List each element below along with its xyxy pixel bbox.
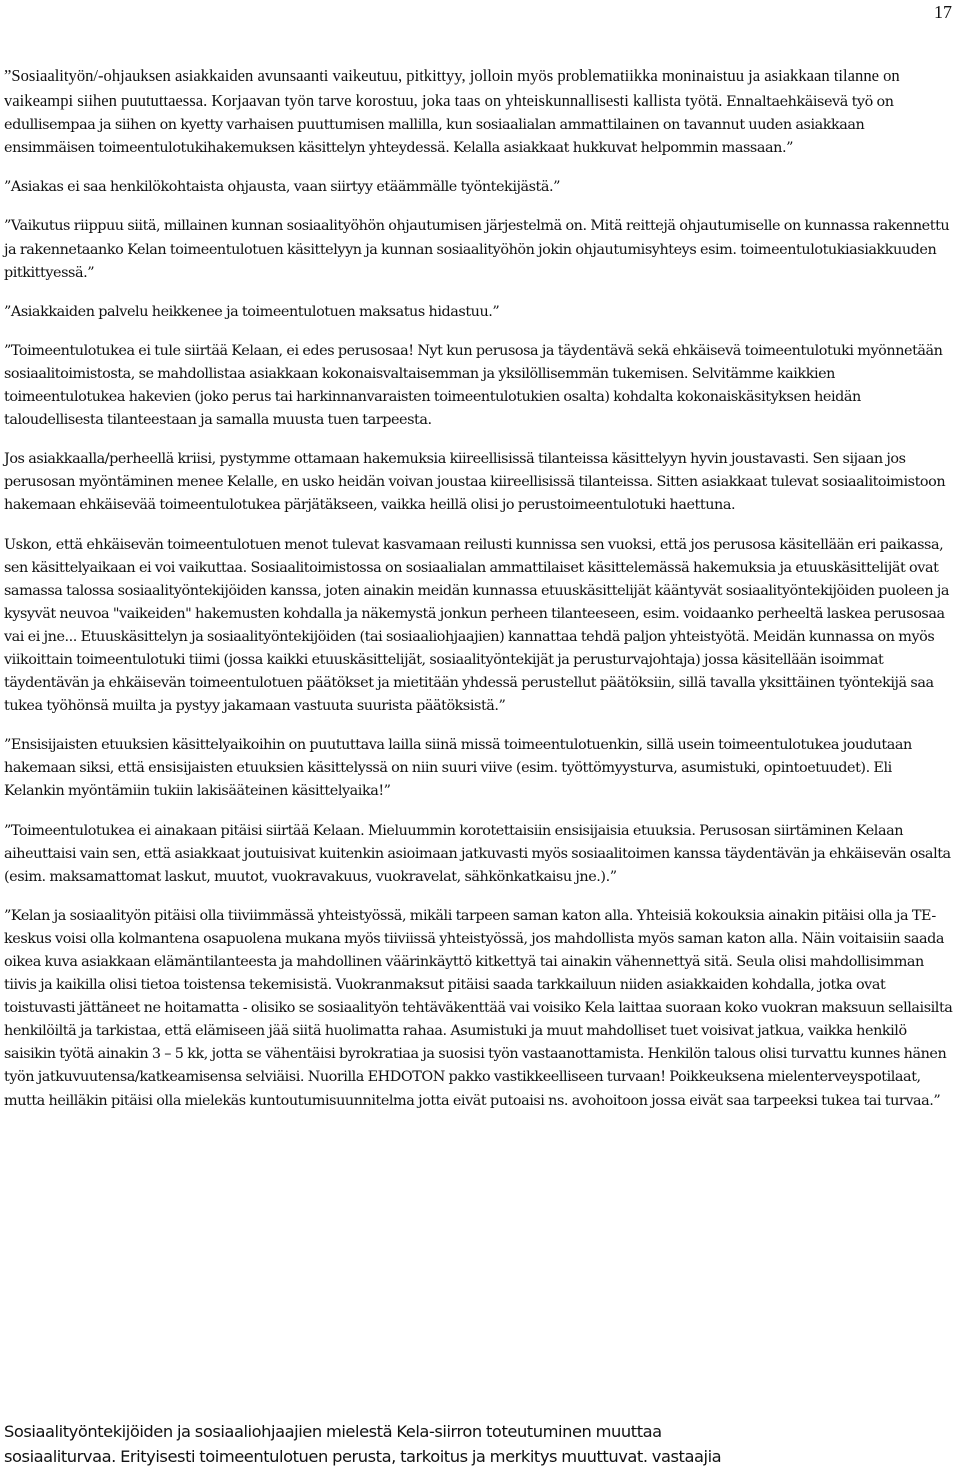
quote-paragraph-2: ”Asiakas ei saa henkilökohtaista ohjausta, vaan siirtyy etäämmälle työntekijästä.”	[4, 179, 561, 196]
summary-line-1: Sosiaalityöntekijöiden ja sosiaaliohjaajien mielestä Kela-siirron toteutuminen muuttaa	[4, 1422, 662, 1441]
document-body	[4, 64, 954, 1129]
quote-paragraph-6: Jos asiakkaalla/perheellä kriisi, pystymme ottamaan hakemuksia kiireellisissä tilanteissa käsittelyyn hyvin joustavasti. Sen sijaan jos perusosan myöntäminen menee Kelalle, en usko heidän voivan joustaa kiireellisissä tilanteissa. Sitten asiakkaat tulevat sosiaalitoimistoon hakemaan ehkäisevää toimeentulotukea pärjätäkseen, vaikka heillä olisi jo perustoimeentulotuki haettuna.	[4, 451, 946, 514]
quote-paragraph-4: ”Asiakkaiden palvelu heikkenee ja toimeentulotuen maksatus hidastuu.”	[4, 303, 500, 320]
quote-paragraph-3: ”Vaikutus riippuu siitä, millainen kunnan sosiaalityöhön ohjautumisen järjestelmä on. Mitä reittejä ohjautumiselle on kunnassa rakennettu ja rakennetaanko Kelan toimeentulotuen käsittelyyn ja kunnan sosiaalityöhön jokin ohjautumisyhteys esim. toimeentulotukiasiakkuuden pitkittyessä.”	[4, 218, 950, 281]
quote-paragraph-9: ”Toimeentulotukea ei ainakaan pitäisi siirtää Kelaan. Mieluummin korotettaisiin ensisijaisia etuuksia. Perusosan siirtäminen Kelaan aiheuttaisi vain sen, että asiakkaat joutuisivat kuitenkin asioimaan jatkuvasti myös sosiaalitoimen kanssa täydentävän ja ehkäisevän osalta (esim. maksamattomat laskut, muutot, vuokravakuus, vuokravelat, sähkönkatkaisu jne.).”	[4, 822, 951, 885]
summary-line-2: sosiaaliturvaa. Erityisesti toimeentulotuen perusta, tarkoitus ja merkitys muuttuvat. vastaajia	[4, 1447, 722, 1466]
quote-paragraph-10: ”Kelan ja sosiaalityön pitäisi olla tiiviimmässä yhteistyössä, mikäli tarpeen saman katon alla. Yhteisiä kokouksia ainakin pitäisi olla ja TE-keskus voisi olla kolmantena osapuolena mukana myös tiiviissä yhteistyössä, jos mahdollista myös saman katon alla. Näin voitaisiin saada oikea kuva asiakkaan elämäntilanteesta ja mahdollinen väärinkäyttö kitkettyä tai ainakin vähennettyä sitä. Seula olisi mahdollisimman tiivis ja kaikilla olisi tietoa toistensa tekemisistä. Vuokranmaksut pitäisi saada tarkkailuun niiden asiakkaiden kohdalla, jotka ovat toistuvasti jättäneet ne hoitamatta - olisiko se sosiaalityön tehtäväkenttää vai voisiko Kela laittaa suoraan koko vuokran maksuun sellaisilta henkilöiltä ja tarkistaa, että elämiseen jää siitä huolimatta rahaa. Asumistuki ja muut mahdolliset tuet voisivat jatkua, vaikka henkilö saisikin työtä ainakin 3 – 5 kk, jotta se vähentäisi byrokratiaa ja suosisi työn vastaanottamista. Henkilön talous olisi turvattu kunnes hänen työn jatkuvuutensa/katkeamisensa selviäisi. Nuorilla EHDOTON pakko vastikkeelliseen turvaan! Poikkeuksena mielenterveyspotilaat, mutta heilläkin pitäisi olla mielekäs kuntoutumisuunnitelma jotta eivät putoaisi ns. avohoitoon jossa eivät saa tarpeeksi tukea tai turvaa.”	[4, 907, 953, 1109]
quote-opening-text: ”Sosiaalityön/-ohjauksen asiakkaiden avunsaanti vaikeutuu, pitkittyy, jolloin myös problematiikka moninaistuu ja asiakkaan tilanne on vaikeampi siihen puututtaessa. Korjaavan työn tarve korostuu, joka taas on yhteiskunnallisesti kallista työtä.	[4, 66, 900, 111]
quote-paragraph-7: Uskon, että ehkäisevän toimeentulotuen menot tulevat kasvamaan reilusti kunnissa sen vuoksi, että jos perusosa käsitellään eri paikassa, sen käsittelyaikaan ei voi vaikuttaa. Sosiaalitoimistossa on sosiaalialan ammattilaiset käsittelemässä hakemuksia ja etuuskäsittelijät ovat samassa talossa sosiaalityöntekijöiden kanssa, joten ainakin meidän kunnassa etuuskäsittelijät kääntyvät sosiaalityöntekijöiden puoleen ja kysyvät neuvoa "vaikeiden" hakemusten kohdalla ja näkemystä jonkun perheen tilanteeseen, esim. voidaanko perheeltä laskea perusosaa vai ei jne... Etuuskäsittelyn ja sosiaalityöntekijöiden (tai sosiaaliohjaajien) kannattaa tehdä paljon yhteistyötä. Meidän kunnassa on myös viikoittain toimeentulotuki tiimi (jossa kaikki etuuskäsittelijät, sosiaalityöntekijät ja perusturvajohtaja) jossa käsitellään isoimmat täydentävän ja ehkäisevän toimeentulotuen päätökset ja mietitään yhdessä perustellut päätöksiin, sillä tavalla yksittäinen työntekijä saa tukea työhönsä muilta ja pystyy jakamaan vastuuta suurista päätöksistä.”	[4, 536, 950, 715]
quote-continuation-text: Ennaltaehkäisevä työ on edullisempaa ja siihen on kyetty varhaisen puuttumisen mallilla, kun sosiaalialan ammattilainen on tavannut uuden asiakkaan ensimmäisen toimeentulotukihakemuksen käsittelyn yhteydessä. Kelalla asiakkaat hukkuvat helpommin massaan.”	[4, 94, 894, 157]
summary-text	[4, 1419, 958, 1469]
quote-paragraph-8: ”Ensisijaisten etuuksien käsittelyaikoihin on puututtava lailla siinä missä toimeentulotuenkin, sillä usein toimeentulotukea joudutaan hakemaan siksi, että ensisijaisten etuuksien käsittelyssä on niin suuri viive (esim. työttömyysturva, asumistuki, opintoetuudet). Eli Kelankin myöntämiin tukiin lakisääteinen käsittelyaika!”	[4, 737, 912, 800]
quote-paragraph-1	[4, 64, 954, 160]
page-number: 17	[934, 2, 952, 22]
quote-paragraph-5: ”Toimeentulotukea ei tule siirtää Kelaan, ei edes perusosaa! Nyt kun perusosa ja täydentävä sekä ehkäisevä toimeentulotuki myönnetään sosiaalitoimistosta, se mahdollistaa asiakkaan kokonaisvaltaisemman ja yksilöllisemmän tukemisen. Selvitämme kaikkien toimeentulotukea hakevien (joko perus tai harkinnanvaraisten toimeentulotukien osalta) kohdalta kokonaiskäsityksen heidän taloudellisesta tilanteestaan ja samalla muusta tuen tarpeesta.	[4, 342, 943, 429]
